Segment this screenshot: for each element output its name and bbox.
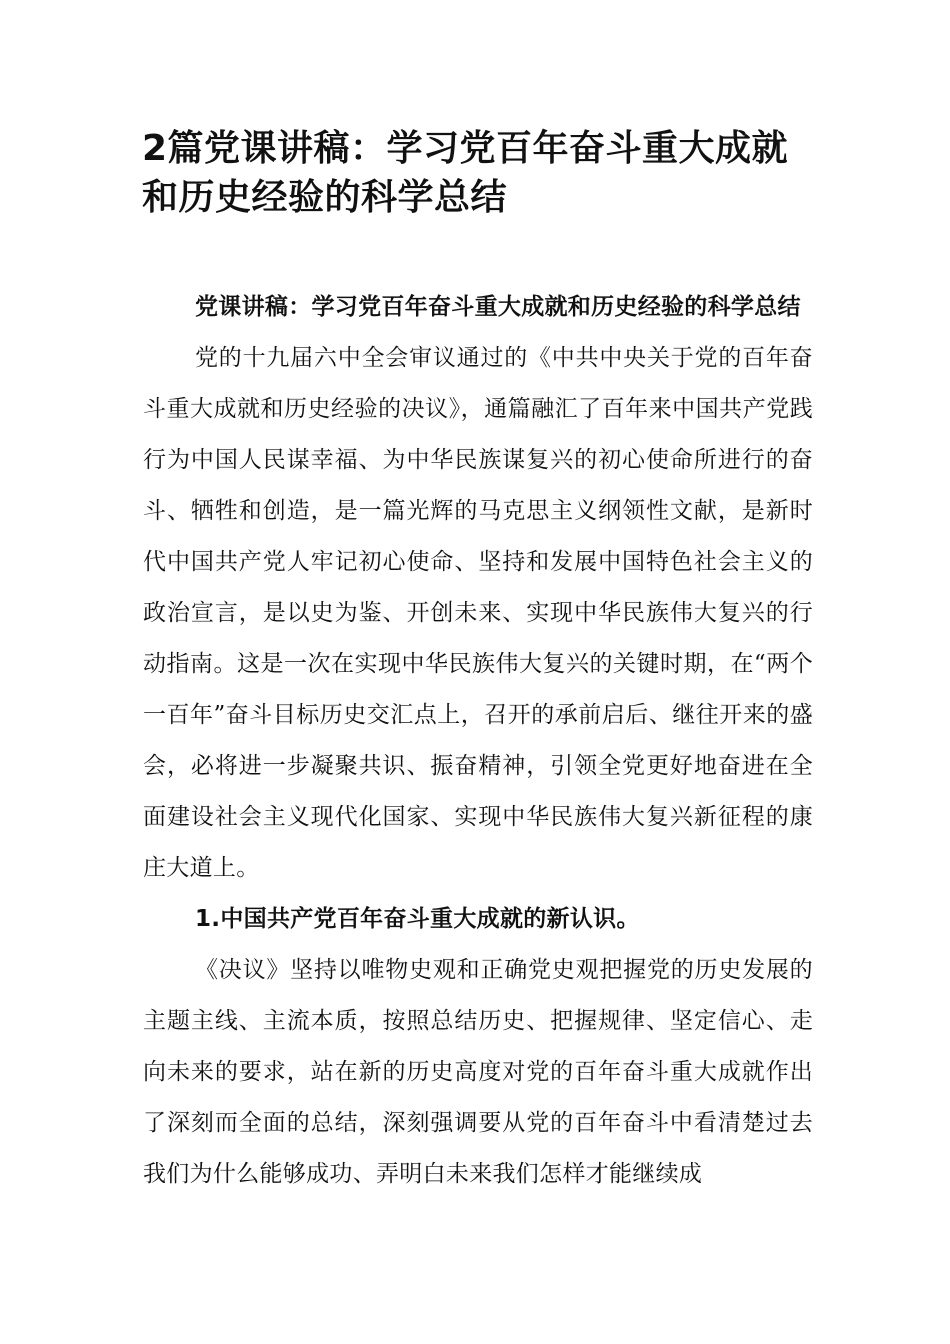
paragraph-resolution: 《决议》坚持以唯物史观和正确党史观把握党的历史发展的主题主线、主流本质，按照总结历史、把握规律、坚定信心、走向未来的要求，站在新的历史高度对党的百年奋斗重大成就作出了深刻而全面的总结，深刻强调要从党的百年奋斗中看清楚过去我们为什么能够成功、弄明白未来我们怎样才能继续成 [143, 957, 813, 1187]
subheading-achievements: 1.中国共产党百年奋斗重大成就的新认识。 [195, 906, 640, 932]
section-heading: 党课讲稿：学习党百年奋斗重大成就和历史经验的科学总结 [195, 294, 801, 320]
paragraph-intro: 党的十九届六中全会审议通过的《中共中央关于党的百年奋斗重大成就和历史经验的决议》，通篇融汇了百年来中国共产党践行为中国人民谋幸福、为中华民族谋复兴的初心使命所进行的奋斗、牺牲和创造，是一篇光辉的马克思主义纲领性文献，是新时代中国共产党人牢记初心使命、坚持和发展中国特色社会主义的政治宣言，是以史为鉴、开创未来、实现中华民族伟大复兴的行动指南。这是一次在实现中华民族伟大复兴的关键时期，在“两个一百年”奋斗目标历史交汇点上，召开的承前启后、继往开来的盛会，必将进一步凝聚共识、振奋精神，引领全党更好地奋进在全面建设社会主义现代化国家、实现中华民族伟大复兴新征程的康庄大道上。 [143, 345, 813, 881]
document-body [143, 282, 813, 1200]
document-title: 2篇党课讲稿：学习党百年奋斗重大成就和历史经验的科学总结 [142, 128, 789, 218]
